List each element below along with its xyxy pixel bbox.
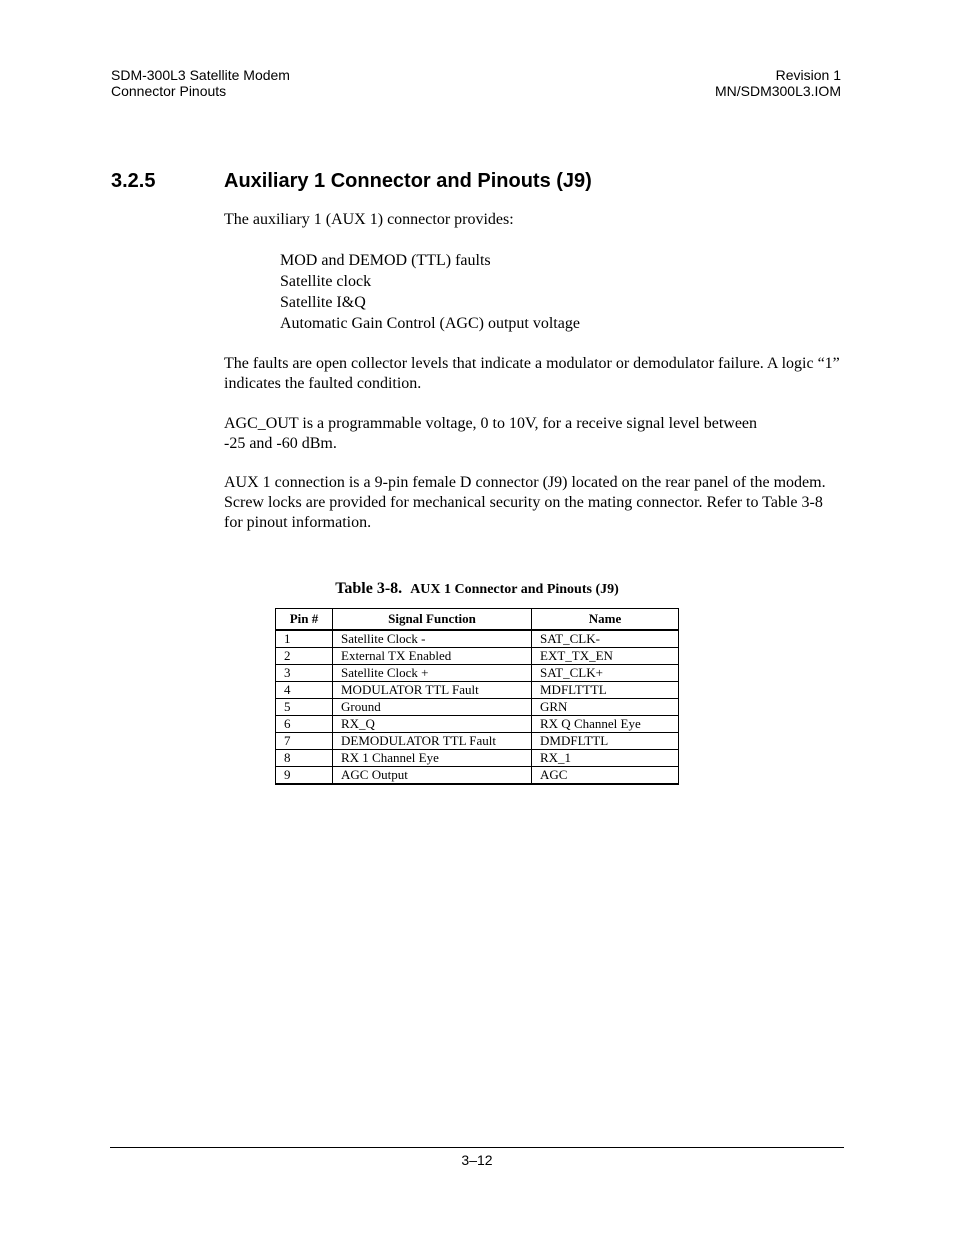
table-row xyxy=(276,630,679,648)
signal-cell: DEMODULATOR TTL Fault xyxy=(333,733,532,750)
pin-cell: 8 xyxy=(276,750,333,767)
name-cell: DMDFLTTL xyxy=(532,733,679,750)
table-row xyxy=(276,648,679,665)
signal-cell: RX 1 Channel Eye xyxy=(333,750,532,767)
table-row xyxy=(276,665,679,682)
agc-paragraph xyxy=(224,414,844,454)
column-header-name: Name xyxy=(532,609,679,631)
column-header-signal: Signal Function xyxy=(333,609,532,631)
table-row xyxy=(276,699,679,716)
running-header-right xyxy=(715,67,841,99)
table-row xyxy=(276,682,679,699)
pinout-table xyxy=(275,608,679,785)
pin-cell: 9 xyxy=(276,767,333,785)
agc-line: -25 and -60 dBm. xyxy=(224,435,337,452)
table-row xyxy=(276,716,679,733)
table-caption-number: Table 3-8. xyxy=(335,580,403,597)
table-row xyxy=(276,733,679,750)
table-row xyxy=(276,767,679,785)
column-header-pin: Pin # xyxy=(276,609,333,631)
signal-cell: AGC Output xyxy=(333,767,532,785)
feature-list xyxy=(280,250,580,334)
header-revision: Revision 1 xyxy=(775,67,841,83)
faults-paragraph: The faults are open collector levels that indicate a modulator or demodulator failure. A logic “1” indicates the faulted condition. xyxy=(224,355,840,392)
intro-paragraph: The auxiliary 1 (AUX 1) connector provides: xyxy=(224,211,514,228)
list-item: Satellite clock xyxy=(280,273,372,290)
header-product: SDM-300L3 Satellite Modem xyxy=(111,67,290,83)
section-heading xyxy=(111,170,592,193)
list-item: MOD and DEMOD (TTL) faults xyxy=(280,252,491,269)
name-cell: GRN xyxy=(532,699,679,716)
aux-paragraph: AUX 1 connection is a 9-pin female D connector (J9) located on the rear panel of the modem. Screw locks are provided for mechanical security on the mating connector. Refer to Table 3-8 for pinout information. xyxy=(224,474,826,531)
name-cell: SAT_CLK+ xyxy=(532,665,679,682)
section-number: 3.2.5 xyxy=(111,170,156,192)
pin-cell: 4 xyxy=(276,682,333,699)
running-header-left xyxy=(111,67,290,99)
table-header-row xyxy=(276,609,679,631)
footer-divider xyxy=(110,1147,844,1148)
header-doc-id: MN/SDM300L3.IOM xyxy=(714,83,841,99)
header-chapter: Connector Pinouts xyxy=(111,83,227,99)
table-caption xyxy=(0,580,954,598)
table-caption-title: AUX 1 Connector and Pinouts (J9) xyxy=(410,582,619,597)
agc-line: AGC_OUT is a programmable voltage, 0 to 10V, for a receive signal level between xyxy=(224,415,758,432)
list-item: Satellite I&Q xyxy=(280,294,366,311)
name-cell: RX_1 xyxy=(532,750,679,767)
pin-cell: 3 xyxy=(276,665,333,682)
signal-cell: MODULATOR TTL Fault xyxy=(333,682,532,699)
section-title: Auxiliary 1 Connector and Pinouts (J9) xyxy=(224,170,592,192)
name-cell: EXT_TX_EN xyxy=(532,648,679,665)
signal-cell: Ground xyxy=(333,699,532,716)
signal-cell: RX_Q xyxy=(333,716,532,733)
pin-cell: 7 xyxy=(276,733,333,750)
signal-cell: External TX Enabled xyxy=(333,648,532,665)
pin-cell: 2 xyxy=(276,648,333,665)
page-number: 3–12 xyxy=(461,1152,493,1168)
signal-cell: Satellite Clock + xyxy=(333,665,532,682)
name-cell: SAT_CLK- xyxy=(532,630,679,648)
signal-cell: Satellite Clock - xyxy=(333,630,532,648)
name-cell: AGC xyxy=(532,767,679,785)
name-cell: RX Q Channel Eye xyxy=(532,716,679,733)
list-item: Automatic Gain Control (AGC) output voltage xyxy=(280,315,580,332)
table-row xyxy=(276,750,679,767)
pin-cell: 1 xyxy=(276,630,333,648)
pin-cell: 5 xyxy=(276,699,333,716)
pin-cell: 6 xyxy=(276,716,333,733)
name-cell: MDFLTTTL xyxy=(532,682,679,699)
